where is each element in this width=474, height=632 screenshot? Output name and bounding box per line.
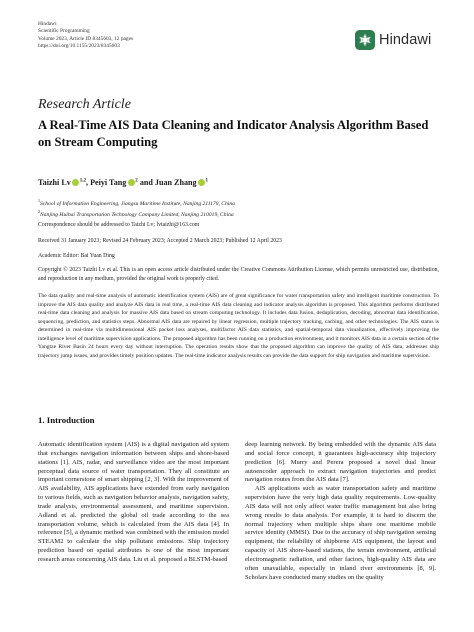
journal-name: Scientific Programming [38, 28, 90, 35]
academic-editor: Academic Editor: Bai Yuan Ding [38, 253, 115, 259]
article-type: Research Article [38, 97, 131, 112]
author-affiliation-mark: 1 [205, 178, 209, 184]
body-column-right [245, 441, 436, 583]
correspondence: Correspondence should be addressed to Taizhi Lv; lvtaizhi@163.com [38, 222, 200, 228]
hindawi-logo-text: Hindawi [379, 32, 432, 48]
journal-metadata [38, 21, 133, 51]
publisher-name: Hindawi [38, 21, 57, 27]
author-conjunction: and [139, 178, 153, 187]
affiliation-item: $^2$Nanjing Huihai Transportation Technology Company Limited, Nanjing 210019, China [38, 209, 234, 219]
orcid-icon[interactable] [128, 179, 135, 186]
abstract: The data quality and real-time analysis of automatic identification system (AIS) are of great significance for water transportation safety and intelligent maritime construction. To improve the AIS data quality and analyze AIS data in real time, a real-time AIS data cleaning and indicator analysis algorithm is proposed. This algorithm performs distributed real-time data cleaning and analysis for massive AIS data based on stream computing technology. It includes data fusion, deduplication, decoding, abnormal data identification, sequencing, prediction, and statistics steps. Abnormal AIS data are repaired by linear regression, multiple trajectory tracking, caching, and other technologies. The AIS status is determined in real-time via multidimensional AIS packet loss analyses, multifactor AIS data statistics, and spatial-temporal data visualization, effectively improving the intelligence level of maritime supervision applications. The proposed algorithm has been running on a production environment, and it monitors AIS data in a certain section of the Yangtze River Basin 24 hours every day without interruption. The operation results show that the proposed algorithm can improve the quality of AIS data, addresses ship trajectory jump issues, and provides timely position updates. The real-time indicator analysis results can provide the data support for ship navigation and maritime supervision. [38, 293, 439, 359]
affiliations [38, 197, 235, 220]
article-title: A Real-Time AIS Data Cleaning and Indicator Analysis Algorithm Based on Stream Computing [38, 118, 429, 149]
doi-link[interactable]: https://doi.org/10.1155/2023/8345603 [38, 43, 120, 50]
paragraph: AIS applications such as water transportation safety and maritime supervision have the very high data quality requirements. Low-quality AIS data will not only affect water traffic management but also bring wrong results to data analysis. For example, it is hard to discern the normal trajectory when multiple ships share one maritime mobile service identity (MMSI). Due to the accuracy of ship navigation sensing equipment, the reliability of shipborne AIS equipment, the layout and capacity of AIS shore-based stations, the terrain environment, artificial electromagnetic radiation, and other factors, high-quality AIS data are often unavailable, especially in inland river environments [8, 9]. Scholars have conducted many studies on the quality [245, 485, 436, 581]
author-name[interactable]: Juan Zhang [154, 178, 197, 187]
volume-line: Volume 2023, Article ID 8345603, 12 pages [38, 35, 134, 42]
author-name[interactable]: Taizhi Lv [38, 178, 71, 187]
paragraph: Automatic identification system (AIS) is a digital navigation aid system that exchanges navigation information between ships and shore-based stations [1]. AIS, radar, and surveillance video are the most important perceptual data source of water transportation. They all constitute an important cornerstone of smart shipping [2, 3]. With the improvement of AIS availability, AIS applications have extended from early navigation to various fields, such as navigation behavior analysis, navigation safety, trade analysis, environmental assessment, and maritime supervision. Adland et al. predicted the global oil trade according to the sea transportation volume, which is calculated from the AIS data [4]. In reference [5], a dynamic method was combined with the emission model STEAM2 to calculate the ship pollutant emissions. Ship trajectory prediction based on spatial attributes is one of the most important research areas concerning AIS data. Liu et al. proposed a BLSTM-based [38, 441, 229, 563]
publication-dates: Received 31 January 2023; Revised 24 February 2023; Accepted 2 March 2023; Published 12 April 2023 [38, 238, 282, 244]
orcid-icon[interactable] [198, 179, 205, 186]
hindawi-logo-icon [355, 30, 375, 50]
author-list [38, 178, 208, 187]
body-column-left [38, 441, 229, 565]
orcid-icon[interactable] [72, 179, 79, 186]
copyright-license: Copyright © 2023 Taizhi Lv et al. This is an open access article distributed under the Creative Commons Attribution License, which permits unrestricted use, distribution, and reproduction in any medium, provided the original work is properly cited. [38, 267, 439, 282]
affiliation-item: $^1$School of Information Engineering, Jiangsu Maritime Institute, Nanjing 211170, China [38, 198, 235, 207]
author-affiliation-mark: 1,2 [79, 178, 87, 184]
author-name[interactable]: Peiyi Tang [90, 178, 127, 187]
section-heading-introduction: 1. Introduction [38, 415, 95, 425]
hindawi-logo[interactable] [355, 30, 431, 50]
author-separator: , [86, 178, 89, 187]
paragraph: deep learning network. By being embedded with the dynamic AIS data and social force concept, it guarantees high-accuracy ship trajectory prediction [6]. Murry and Perera proposed a novel dual linear autoencoder approach to extract navigation trajectories and predict navigation routes from the AIS data [7]. [245, 441, 436, 484]
author-affiliation-mark: 2 [135, 178, 138, 184]
